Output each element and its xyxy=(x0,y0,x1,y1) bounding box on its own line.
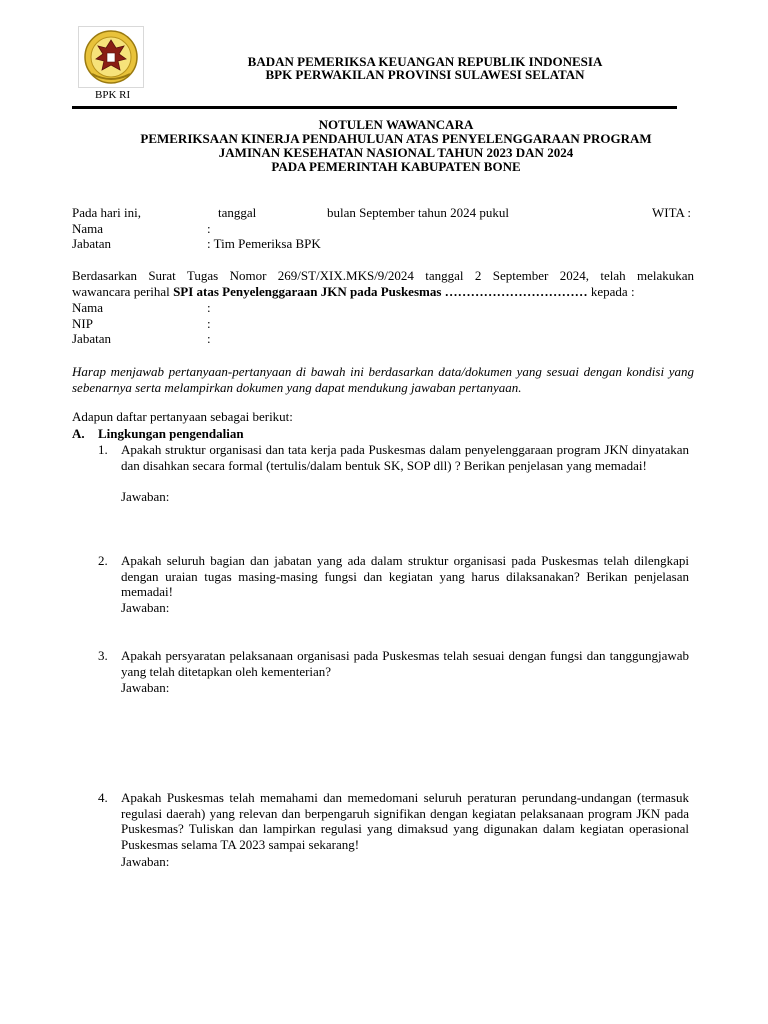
answer-label: Jawaban: xyxy=(121,680,170,695)
interviewer-position-value: : Tim Pemeriksa BPK xyxy=(207,236,321,251)
institution-name: BADAN PEMERIKSA KEUANGAN REPUBLIK INDONESIA xyxy=(247,54,603,69)
respondent-name-colon: : xyxy=(207,300,211,315)
question-list-intro: Adapun daftar pertanyaan sebagai berikut: xyxy=(72,409,293,424)
answer-label: Jawaban: xyxy=(121,600,170,615)
logo-caption: BPK RI xyxy=(95,89,131,101)
document-title: NOTULEN WAWANCARA xyxy=(318,117,474,132)
document-subtitle-2: JAMINAN KESEHATAN NASIONAL TAHUN 2023 DAN 2024 xyxy=(218,145,574,160)
question-number: 2. xyxy=(98,553,108,568)
tanggal-label: tanggal xyxy=(218,205,257,220)
question-number: 4. xyxy=(98,790,108,805)
office-name: BPK PERWAKILAN PROVINSI SULAWESI SELATAN xyxy=(265,67,585,82)
interviewer-name-label: Nama xyxy=(72,221,104,236)
answer-label: Jawaban: xyxy=(121,489,170,504)
question-text: Apakah struktur organisasi dan tata kerja pada Puskesmas dalam penyelenggaraan program JKN dinyatakan dan disahkan secara formal (tertulis/dalam bentuk SK, SOP dll) ? Berikan penjelasan yang memadai! xyxy=(121,442,689,473)
surat-perihal-text: wawancara perihal xyxy=(72,284,174,299)
document-subtitle-1: PEMERIKSAAN KINERJA PENDAHULUAN ATAS PENYELENGGARAAN PROGRAM xyxy=(140,131,652,146)
respondent-name-label: Nama xyxy=(72,300,104,315)
bulan-label: bulan September tahun 2024 pukul xyxy=(327,205,509,220)
header-rule xyxy=(72,106,677,109)
answer-label: Jawaban: xyxy=(121,854,170,869)
respondent-nip-label: NIP xyxy=(72,316,93,331)
interviewer-position-label: Jabatan xyxy=(72,236,111,251)
surat-kepada-text: kepada : xyxy=(587,284,635,299)
section-title: Lingkungan pengendalian xyxy=(98,426,244,441)
pada-hari-label: Pada hari ini, xyxy=(72,205,141,220)
surat-tugas-line2 xyxy=(72,284,635,299)
surat-subject: SPI atas Penyelenggaraan JKN pada Puskesmas …………………………… xyxy=(173,284,588,299)
bpk-emblem-logo xyxy=(78,26,144,88)
question-text: Apakah Puskesmas telah memahami dan memedomani seluruh peraturan perundang-undangan (termasuk regulasi daerah) yang relevan dan berpengaruh signifikan dengan kegiatan pelaksanaan program JKN pada Puskesmas? Tuliskan dan lampirkan regulasi yang dimaksud yang digunakan dalam kegiatan operasional Puskesmas selama TA 2023 sampai sekarang! xyxy=(121,790,689,852)
wita-label: WITA : xyxy=(652,205,692,220)
section-letter: A. xyxy=(72,426,85,441)
question-number: 1. xyxy=(98,442,108,457)
respondent-nip-colon: : xyxy=(207,316,211,331)
respondent-position-label: Jabatan xyxy=(72,331,111,346)
instruction-text: Harap menjawab pertanyaan-pertanyaan di bawah ini berdasarkan data/dokumen yang sesuai dengan kondisi yang sebenarnya serta melampirkan dokumen yang dapat mendukung jawaban pertanyaan. xyxy=(72,364,694,395)
question-text: Apakah persyaratan pelaksanaan organisasi pada Puskesmas telah sesuai dengan fungsi dan tanggungjawab yang telah ditetapkan oleh kementerian? xyxy=(121,648,689,679)
document-subtitle-3: PADA PEMERINTAH KABUPATEN BONE xyxy=(271,159,521,174)
interviewer-name-value: : xyxy=(207,221,211,236)
respondent-position-colon: : xyxy=(207,331,211,346)
question-text: Apakah seluruh bagian dan jabatan yang ada dalam struktur organisasi pada Puskesmas telah dilengkapi dengan uraian tugas masing-masing fungsi dan kegiatan yang harus dilaksanakan? Berikan penjelasan memadai! xyxy=(121,553,689,599)
surat-tugas-line1: Berdasarkan Surat Tugas Nomor 269/ST/XIX.MKS/9/2024 tanggal 2 September 2024, telah melakukan xyxy=(72,268,694,283)
question-number: 3. xyxy=(98,648,108,663)
